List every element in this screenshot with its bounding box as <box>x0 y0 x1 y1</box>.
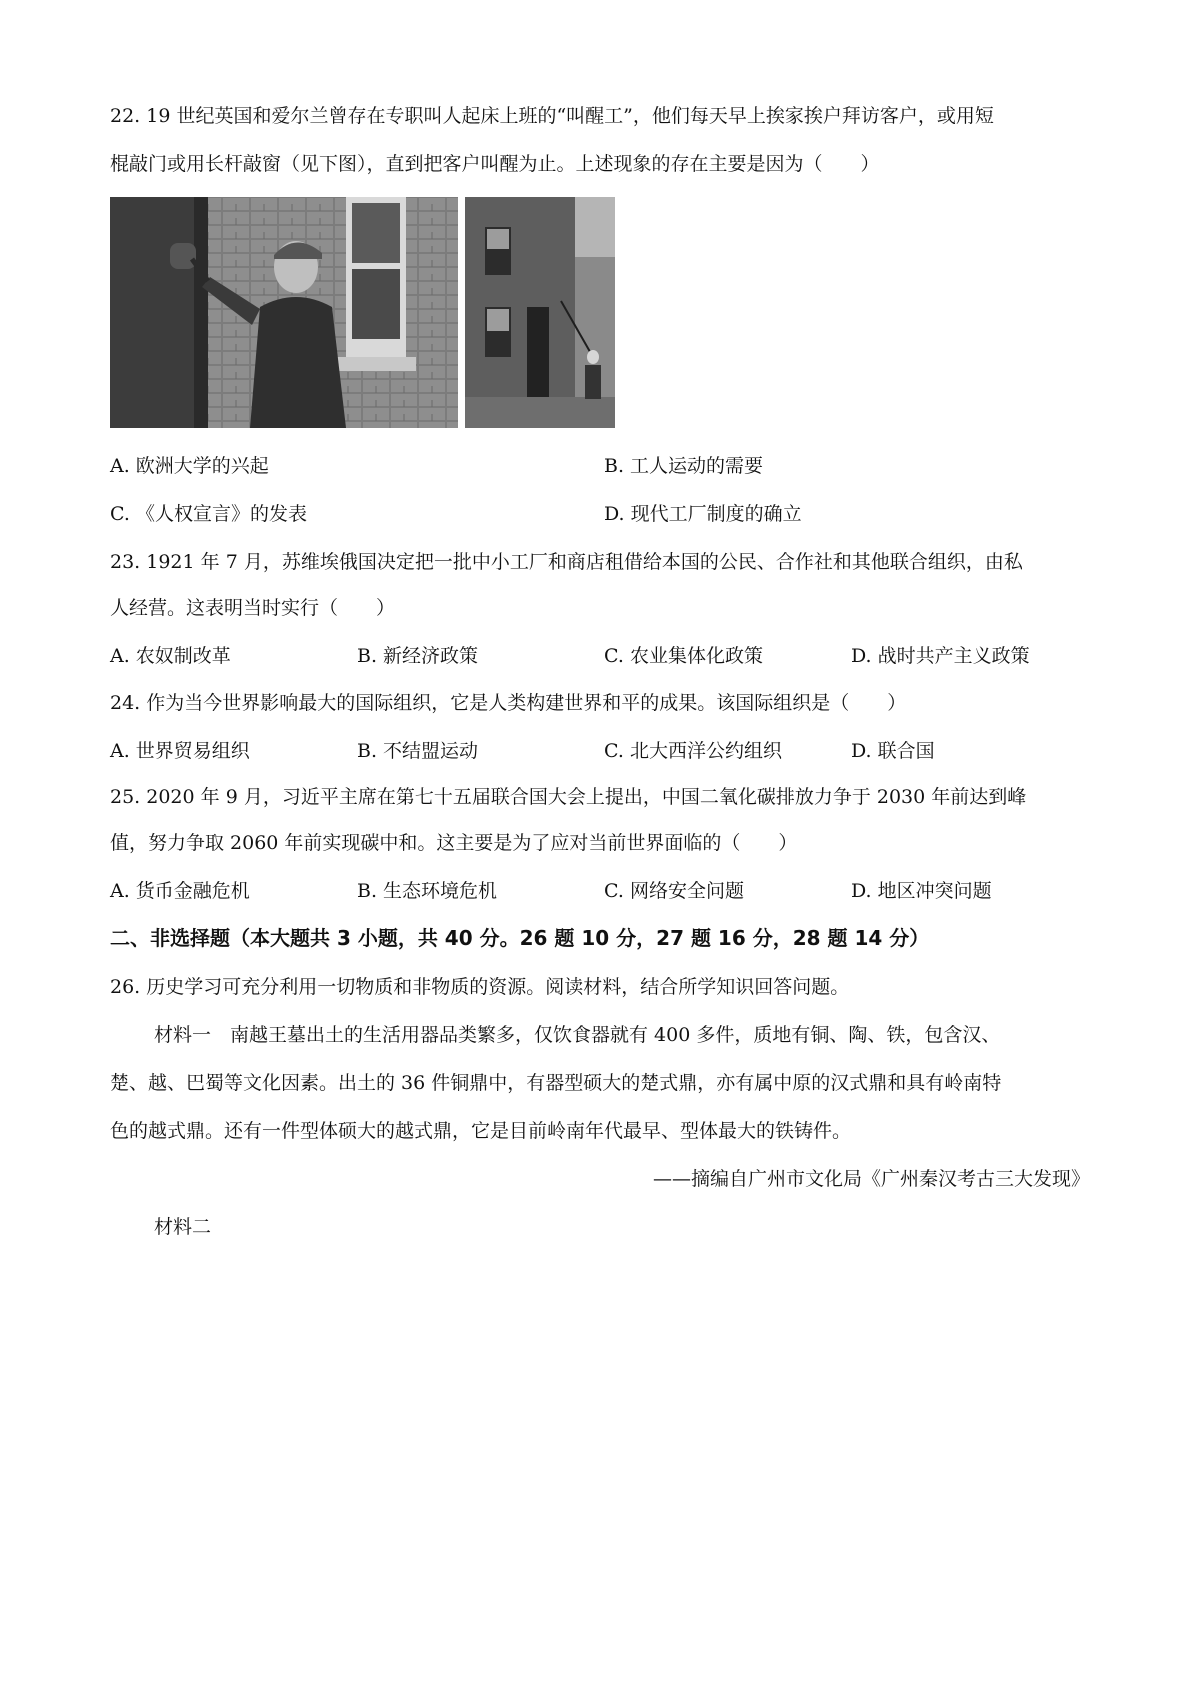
q25-option-a: A. 货币金融危机 <box>110 880 250 902</box>
q23-line1: 23. 1921 年 7 月，苏维埃俄国决定把一批中小工厂和商店租借给本国的公民、合作社和其他联合组织，由私 <box>110 551 1023 573</box>
q24-line1: 24. 作为当今世界影响最大的国际组织，它是人类构建世界和平的成果。该国际组织是（ ） <box>110 692 907 714</box>
q24-option-a: A. 世界贸易组织 <box>110 740 250 762</box>
q26-material2-label: 材料二 <box>154 1216 212 1238</box>
q22-line2: 棍敲门或用长杆敲窗（见下图），直到把客户叫醒为止。上述现象的存在主要是因为（ ） <box>110 153 880 175</box>
q23-option-c: C. 农业集体化政策 <box>604 645 763 667</box>
section2-heading: 二、非选择题（本大题共 3 小题，共 40 分。26 题 10 分，27 题 16 分，28 题 14 分） <box>110 926 930 950</box>
q23-option-a: A. 农奴制改革 <box>110 645 231 667</box>
q26-intro: 26. 历史学习可充分利用一切物质和非物质的资源。阅读材料，结合所学知识回答问题。 <box>110 976 850 998</box>
q25-option-b: B. 生态环境危机 <box>357 880 498 902</box>
q22-option-c: C. 《人权宣言》的发表 <box>110 503 307 525</box>
q23-line2: 人经营。这表明当时实行（ ） <box>110 597 396 619</box>
q22-option-b: B. 工人运动的需要 <box>604 455 764 477</box>
q24-option-c: C. 北大西洋公约组织 <box>604 740 782 762</box>
q22-option-d: D. 现代工厂制度的确立 <box>604 503 802 525</box>
q26-material1-line3: 色的越式鼎。还有一件型体硕大的越式鼎，它是目前岭南年代最早、型体最大的铁铸件。 <box>110 1120 852 1142</box>
knocker-upper-street-photo <box>465 197 615 428</box>
q23-option-b: B. 新经济政策 <box>357 645 479 667</box>
q24-option-b: B. 不结盟运动 <box>357 740 479 762</box>
q23-option-d: D. 战时共产主义政策 <box>851 645 1030 667</box>
q26-material1-line1: 材料一 南越王墓出土的生活用器品类繁多，仅饮食器就有 400 多件，质地有铜、陶、铁，包含汉、 <box>154 1024 1001 1046</box>
q25-option-d: D. 地区冲突问题 <box>851 880 992 902</box>
knocker-upper-door-photo <box>110 197 458 428</box>
q25-option-c: C. 网络安全问题 <box>604 880 744 902</box>
q22-option-a: A. 欧洲大学的兴起 <box>110 455 269 477</box>
q22-line1: 22. 19 世纪英国和爱尔兰曾存在专职叫人起床上班的“叫醒工”，他们每天早上挨家挨户拜访客户，或用短 <box>110 105 994 127</box>
q25-line1: 25. 2020 年 9 月，习近平主席在第七十五届联合国大会上提出，中国二氧化碳排放力争于 2030 年前达到峰 <box>110 786 1027 808</box>
q24-option-d: D. 联合国 <box>851 740 935 762</box>
q26-material1-line2: 楚、越、巴蜀等文化因素。出土的 36 件铜鼎中，有器型硕大的楚式鼎，亦有属中原的汉式鼎和具有岭南特 <box>110 1072 1002 1094</box>
q26-material1-source: ——摘编自广州市文化局《广州秦汉考古三大发现》 <box>652 1168 1090 1190</box>
q25-line2: 值，努力争取 2060 年前实现碳中和。这主要是为了应对当前世界面临的（ ） <box>110 832 798 854</box>
